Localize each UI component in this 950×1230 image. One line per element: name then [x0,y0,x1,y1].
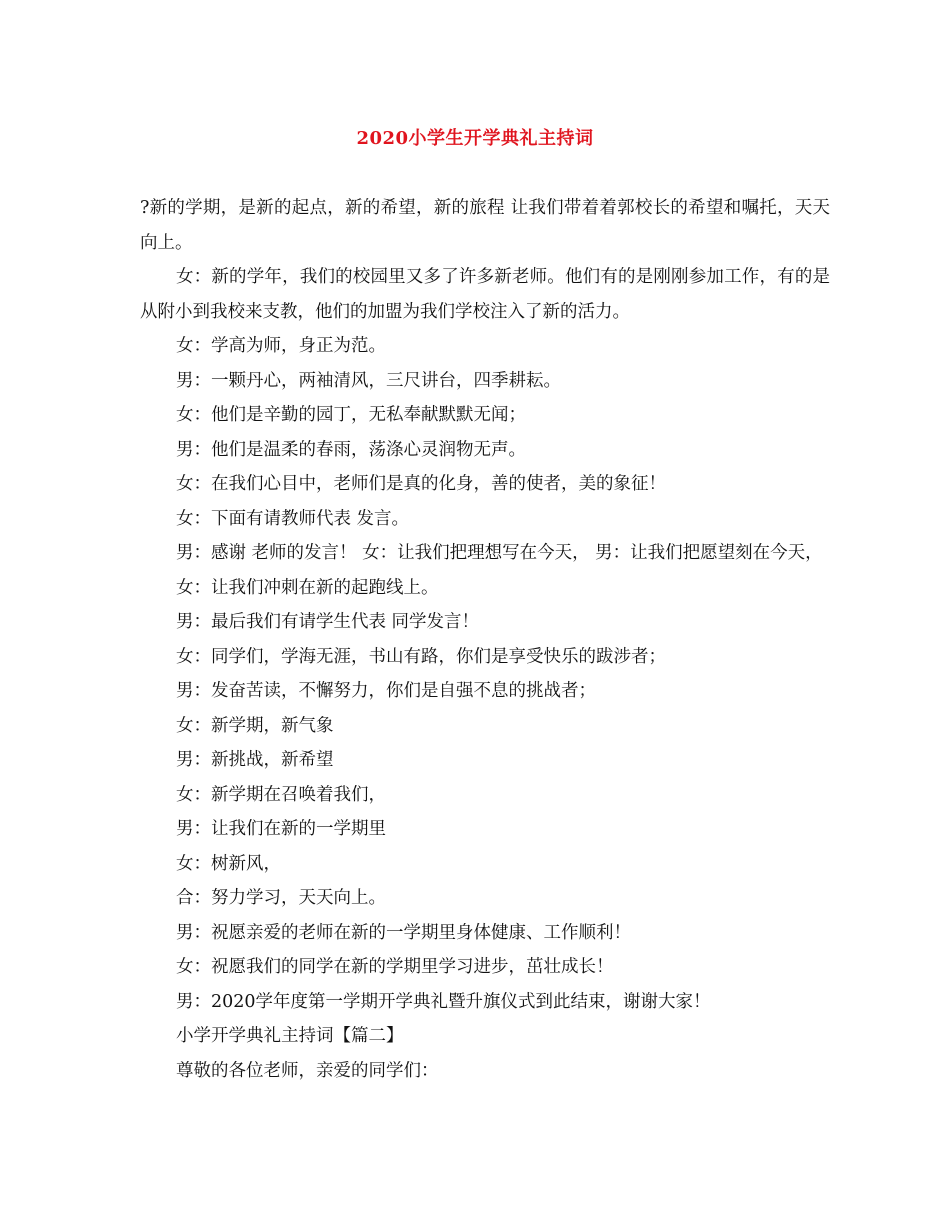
paragraph: 女：在我们心目中，老师们是真的化身，善的使者，美的象征！ [176,474,666,494]
paragraph: 男：新挑战，新希望 [176,750,334,770]
paragraph: ?新的学期，是新的起点，新的希望，新的旅程 让我们带着着郭校长的希望和嘱托，天天向上。 [140,198,830,253]
paragraph: 男：2020学年度第一学期开学典礼暨升旗仪式到此结束，谢谢大家！ [176,991,711,1012]
paragraph: 女：新学期，新气象 [176,715,334,736]
paragraph: 女：新学期在召唤着我们， [176,784,386,805]
paragraph: 男：让我们在新的一学期里 [176,819,386,839]
paragraph: 女：下面有请教师代表 发言。 [176,508,410,529]
paragraph: 女：让我们冲刺在新的起跑线上。 [176,577,439,598]
paragraph: 女：同学们，学海无涯，书山有路，你们是享受快乐的跋涉者； [176,646,666,667]
paragraph: 小学开学典礼主持词【篇二】 [176,1026,404,1046]
paragraph: 女：祝愿我们的同学在新的学期里学习进步，茁壮成长！ [176,957,614,977]
paragraph: 女：树新风， [176,853,281,874]
paragraph: 女：学高为师，身正为范。 [176,336,386,356]
paragraph: 男：感谢 老师的发言！ 女：让我们把理想写在今天， 男：让我们把愿望刻在今天， [176,543,823,563]
paragraph: 男：发奋苦读，不懈努力，你们是自强不息的挑战者； [176,681,596,701]
paragraph: 男：一颗丹心，两袖清风，三尺讲台，四季耕耘。 [176,370,561,391]
paragraph: 男：祝愿亲爱的老师在新的一学期里身体健康、工作顺利！ [176,922,631,943]
paragraph: 女：他们是辛勤的园丁，无私奉献默默无闻； [176,405,526,425]
paragraph: 女：新的学年，我们的校园里又多了许多新老师。他们有的是刚刚参加工作，有的是从附小到我校来支教，他们的加盟为我们学校注入了新的活力。 [140,267,830,322]
document-body [140,191,830,1088]
paragraph: 合：努力学习，天天向上。 [176,888,386,908]
paragraph: 尊敬的各位老师，亲爱的同学们： [176,1060,439,1081]
page-title: 2020小学生开学典礼主持词 [356,128,594,149]
paragraph: 男：他们是温柔的春雨，荡涤心灵润物无声。 [176,439,526,460]
paragraph: 男：最后我们有请学生代表 同学发言！ [176,612,480,632]
